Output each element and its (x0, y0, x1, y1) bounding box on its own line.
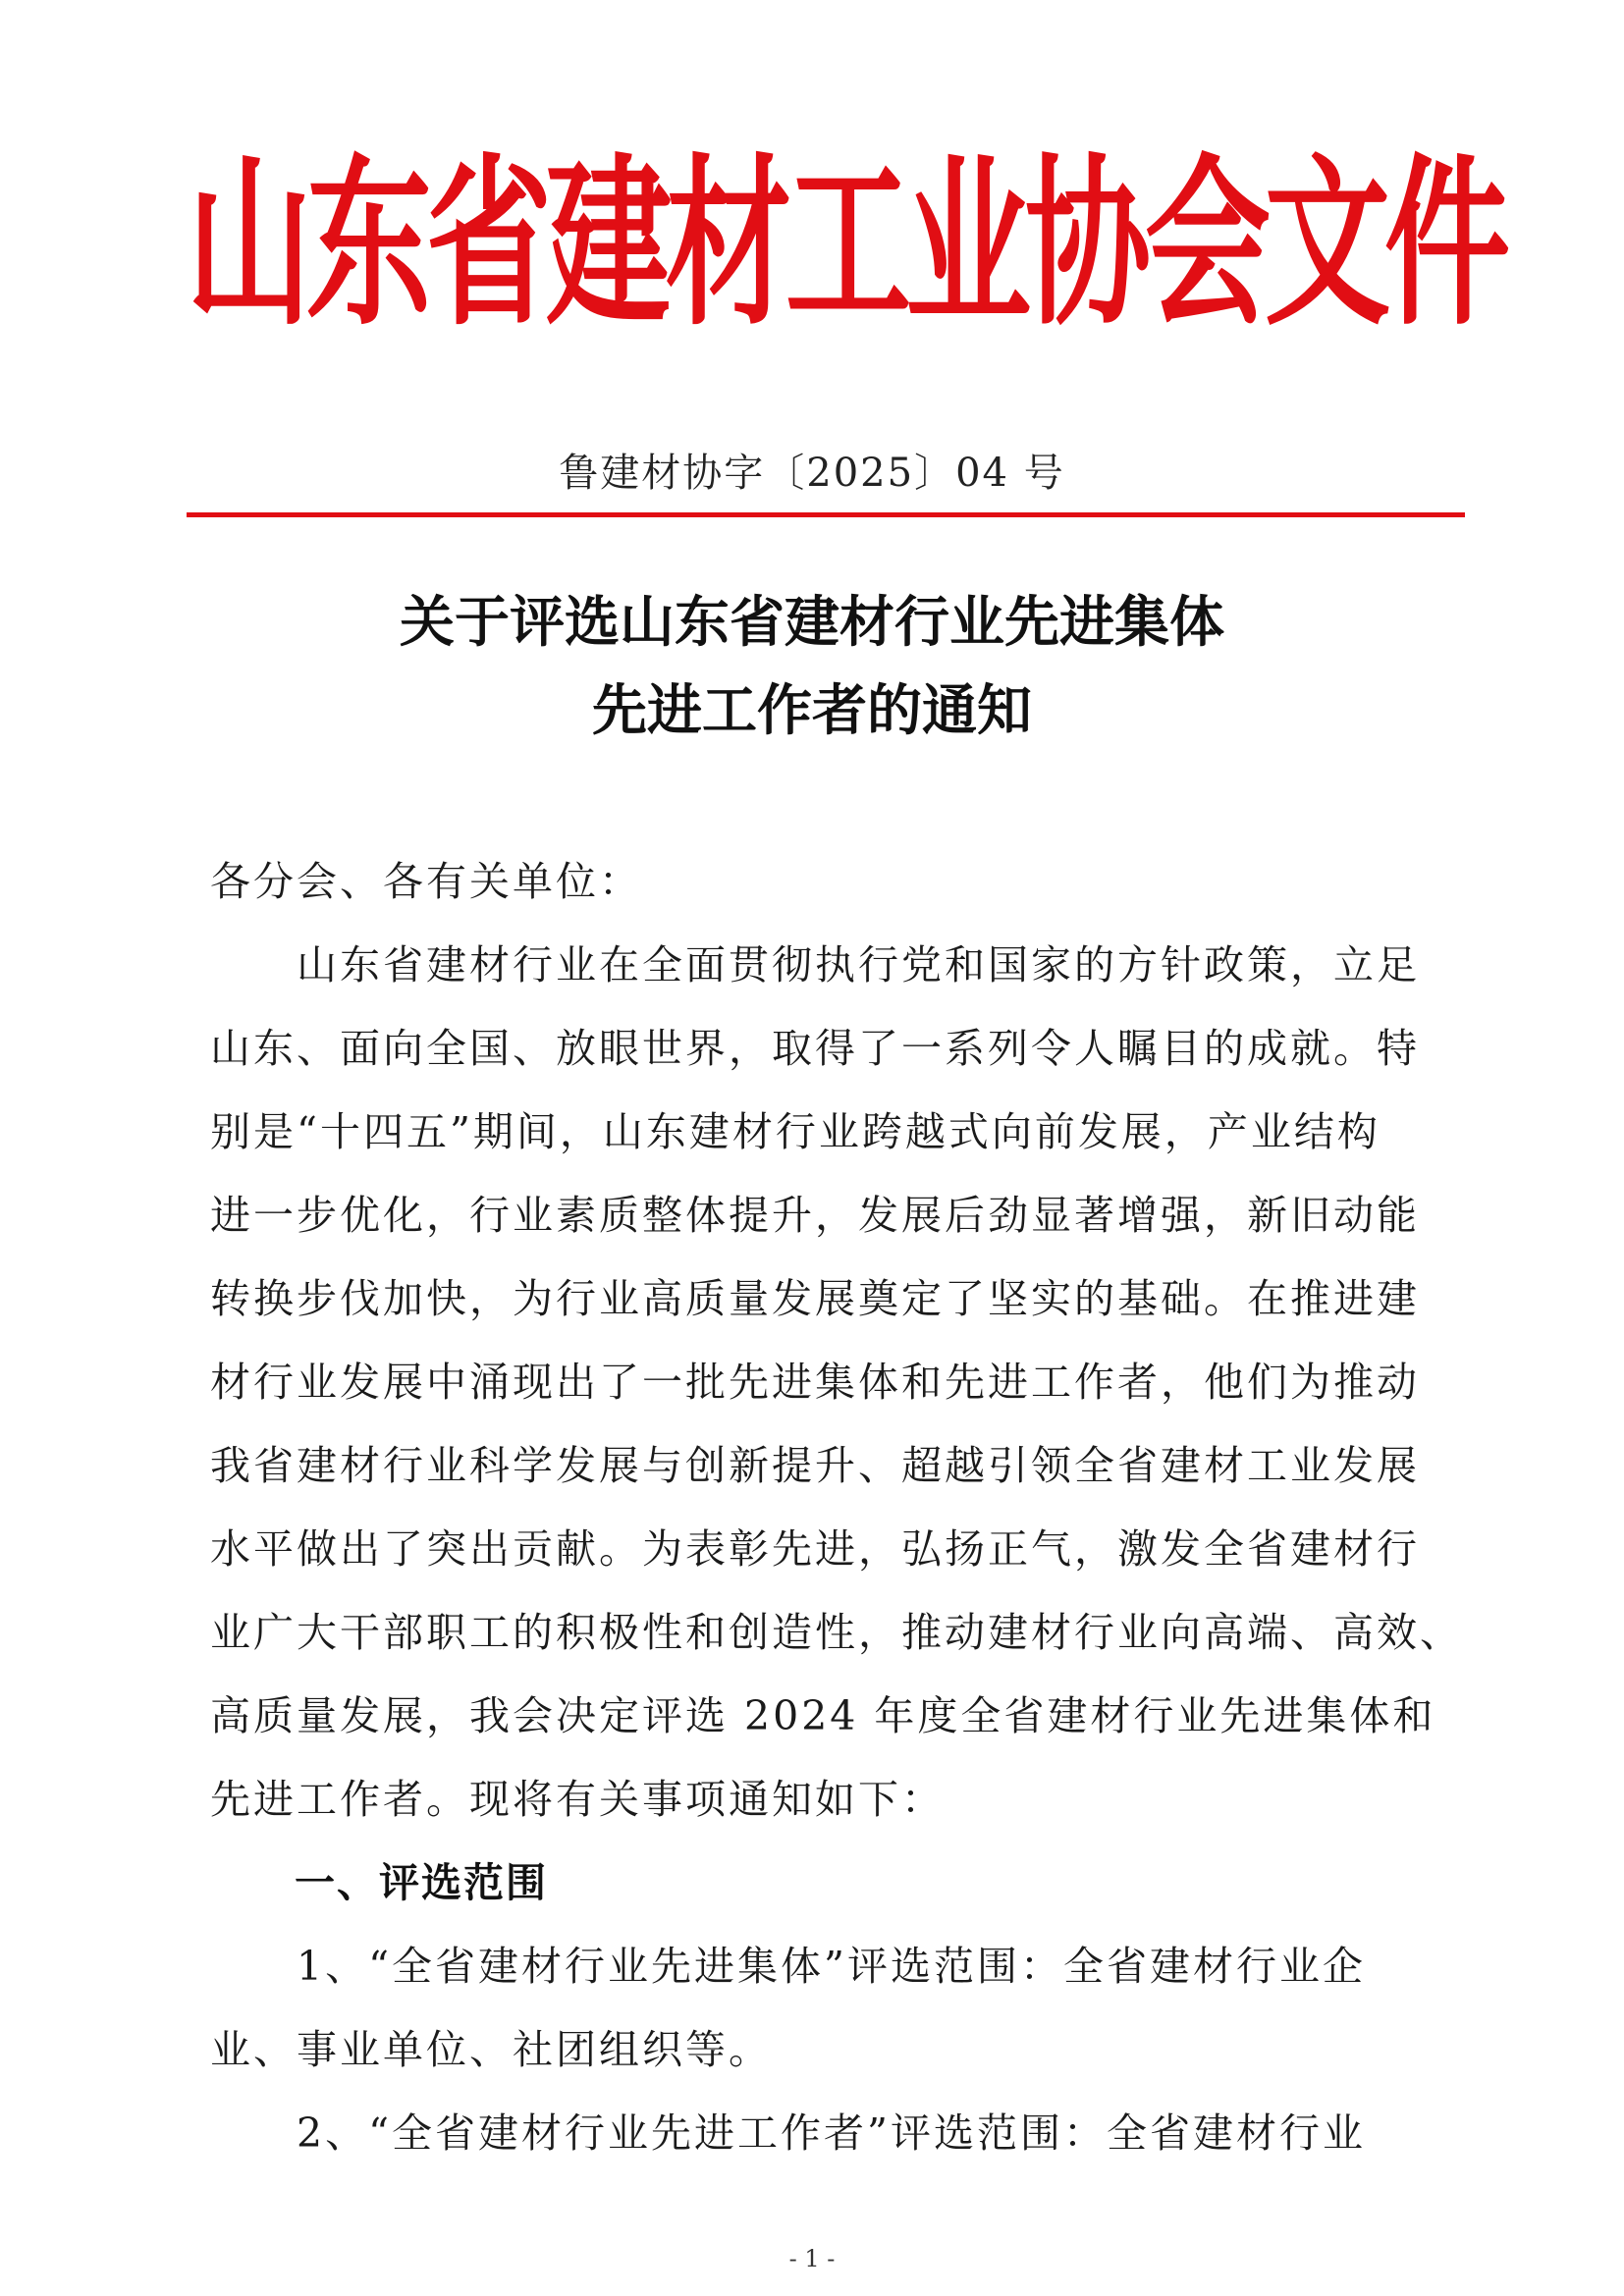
paragraph-line: 山东、面向全国、放眼世界，取得了一系列令人瞩目的成就。特 (210, 1025, 1420, 1072)
page-number: - 1 - (788, 2245, 836, 2272)
notice-title-line-2: 先进工作者的通知 (592, 678, 1032, 743)
list-item-line: 1、“全省建材行业先进集体”评选范围：全省建材行业企 (210, 1943, 1367, 1990)
paragraph-line: 业广大干部职工的积极性和创造性，推动建材行业向高端、高效、 (210, 1609, 1463, 1656)
paragraph-line: 我省建材行业科学发展与创新提升、超越引领全省建材工业发展 (210, 1442, 1420, 1489)
salutation: 各分会、各有关单位： (210, 858, 642, 905)
paragraph-line: 进一步优化，行业素质整体提升，发展后劲显著增强，新旧动能 (210, 1192, 1420, 1239)
red-divider (187, 512, 1465, 517)
paragraph-line: 别是“十四五”期间，山东建材行业跨越式向前发展，产业结构 (210, 1108, 1380, 1155)
list-item-line: 业、事业单位、社团组织等。 (210, 2026, 772, 2073)
document-number: 鲁建材协字〔2025〕04 号 (559, 451, 1065, 496)
paragraph-line: 高质量发展，我会决定评选 2024 年度全省建材行业先进集体和 (210, 1692, 1436, 1739)
paragraph-line: 材行业发展中涌现出了一批先进集体和先进工作者，他们为推动 (210, 1359, 1420, 1406)
paragraph-line: 山东省建材行业在全面贯彻执行党和国家的方针政策，立足 (210, 941, 1420, 988)
section-heading: 一、评选范围 (295, 1859, 548, 1906)
notice-title-line-1: 关于评选山东省建材行业先进集体 (400, 590, 1224, 655)
organization-title: 山东省建材工业协会文件 (187, 137, 1505, 351)
paragraph-line: 水平做出了突出贡献。为表彰先进，弘扬正气，激发全省建材行 (210, 1525, 1420, 1573)
list-item-line: 2、“全省建材行业先进工作者”评选范围：全省建材行业 (210, 2109, 1367, 2157)
paragraph-line: 转换步伐加快，为行业高质量发展奠定了坚实的基础。在推进建 (210, 1275, 1420, 1322)
paragraph-line: 先进工作者。现将有关事项通知如下： (210, 1776, 945, 1823)
